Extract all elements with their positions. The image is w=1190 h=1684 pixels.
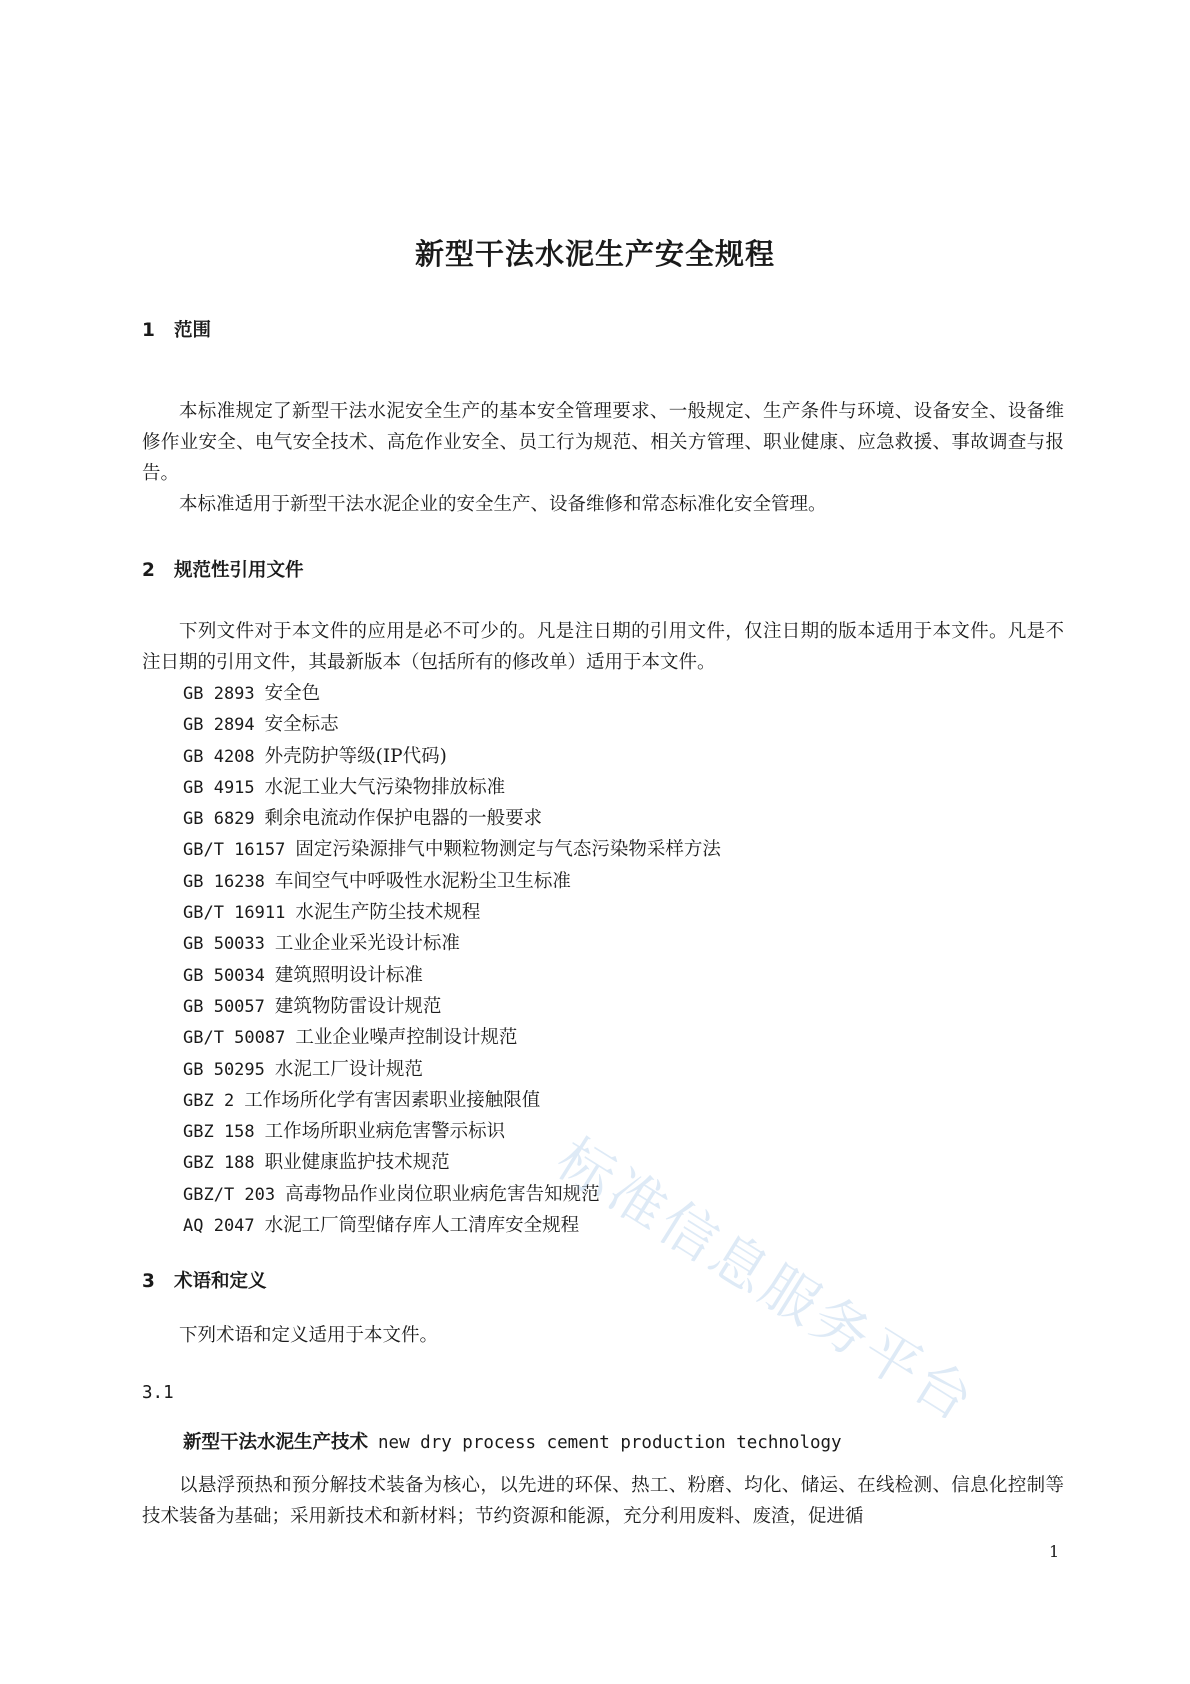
section-title: 规范性引用文件 — [174, 560, 304, 581]
reference-title: 工业企业采光设计标准 — [274, 933, 460, 955]
page-number: 1 — [1049, 1542, 1060, 1561]
section-number: 1 — [142, 320, 155, 341]
references-intro: 下列文件对于本文件的应用是必不可少的。凡是注日期的引用文件，仅注日期的版本适用于本文件。凡是不注日期的引用文件，其最新版本（包括所有的修改单）适用于本文件。 — [142, 621, 1064, 673]
reference-code: GBZ 158 — [183, 1122, 255, 1143]
reference-code: GB 50057 — [183, 996, 265, 1017]
reference-code: GB/T 16911 — [183, 903, 286, 924]
term-definition: 以悬浮预热和预分解技术装备为核心，以先进的环保、热工、粉磨、均化、储运、在线检测、信息化控制等技术装备为基础；采用新技术和新材料；节约资源和能源，充分利用废料、废渣，促进循 — [142, 1475, 1064, 1527]
reference-title: 水泥工厂筒型储存库人工清库安全规程 — [264, 1215, 580, 1237]
reference-item — [183, 803, 721, 834]
reference-item — [183, 1179, 721, 1210]
reference-code: GB 50295 — [183, 1059, 265, 1080]
reference-item — [183, 678, 721, 709]
reference-item — [183, 897, 721, 928]
term-number: 3.1 — [142, 1383, 174, 1403]
section-heading-scope — [142, 316, 211, 342]
reference-title: 安全标志 — [264, 714, 339, 736]
reference-code: GB 4208 — [183, 746, 255, 767]
terms-intro: 下列术语和定义适用于本文件。 — [179, 1325, 439, 1346]
reference-item — [183, 834, 721, 865]
reference-code: GB/T 16157 — [183, 840, 286, 861]
reference-code: GBZ 2 — [183, 1090, 235, 1111]
reference-code: GB 50034 — [183, 965, 265, 986]
reference-item — [183, 1054, 721, 1085]
reference-code: GB 6829 — [183, 809, 255, 830]
reference-title: 职业健康监护技术规范 — [264, 1152, 450, 1174]
term-heading — [183, 1428, 842, 1454]
reference-item — [183, 1147, 721, 1178]
reference-item — [183, 1085, 721, 1116]
reference-title: 工作场所职业病危害警示标识 — [264, 1121, 506, 1143]
reference-title: 水泥生产防尘技术规程 — [295, 902, 481, 924]
reference-code: GB/T 50087 — [183, 1028, 286, 1049]
reference-item — [183, 1022, 721, 1053]
reference-title: 车间空气中呼吸性水泥粉尘卫生标准 — [274, 870, 571, 892]
reference-list — [183, 678, 721, 1241]
reference-title: 安全色 — [264, 683, 321, 704]
section-number: 3 — [142, 1271, 155, 1292]
reference-code: GB 2894 — [183, 715, 255, 736]
reference-title: 固定污染源排气中颗粒物测定与气态污染物采样方法 — [295, 839, 721, 861]
reference-code: GB 2893 — [183, 684, 255, 704]
section-title: 术语和定义 — [174, 1271, 267, 1292]
reference-item — [183, 991, 721, 1022]
reference-title: 建筑照明设计标准 — [274, 964, 423, 986]
section-heading-normative-references — [142, 556, 304, 582]
scope-paragraph-1: 本标准规定了新型干法水泥安全生产的基本安全管理要求、一般规定、生产条件与环境、设备安全、设备维修作业安全、电气安全技术、高危作业安全、员工行为规范、相关方管理、职业健康、应急救援、事故调查与报告。 — [142, 401, 1064, 484]
scope-paragraph-2: 本标准适用于新型干法水泥企业的安全生产、设备维修和常态标准化安全管理。 — [179, 494, 827, 515]
section-title: 范围 — [174, 320, 212, 341]
document-title: 新型干法水泥生产安全规程 — [414, 237, 775, 271]
reference-title: 高毒物品作业岗位职业病危害告知规范 — [285, 1183, 600, 1205]
reference-item — [183, 709, 721, 740]
term-en: new dry process cement production technology — [378, 1433, 842, 1453]
reference-code: GB 50033 — [183, 934, 265, 955]
reference-title: 水泥工厂设计规范 — [274, 1058, 423, 1080]
watermark: 标准信息服务平台 — [545, 1126, 987, 1436]
section-number: 2 — [142, 560, 155, 581]
reference-item — [183, 866, 721, 897]
reference-item — [183, 1116, 721, 1147]
reference-code: GB 4915 — [183, 777, 255, 798]
reference-item — [183, 741, 721, 772]
reference-item — [183, 772, 721, 803]
reference-title: 建筑物防雷设计规范 — [274, 995, 442, 1017]
reference-code: GBZ 188 — [183, 1153, 255, 1174]
reference-item — [183, 960, 721, 991]
term-zh: 新型干法水泥生产技术 — [183, 1432, 369, 1453]
reference-code: GB 16238 — [183, 871, 265, 892]
reference-title: 工业企业噪声控制设计规范 — [295, 1027, 518, 1049]
section-heading-terms — [142, 1267, 267, 1293]
reference-title: 水泥工业大气污染物排放标准 — [264, 776, 506, 798]
reference-code: GBZ/T 203 — [183, 1184, 276, 1205]
reference-title: 工作场所化学有害因素职业接触限值 — [244, 1089, 541, 1111]
reference-item — [183, 1210, 721, 1241]
reference-item — [183, 928, 721, 959]
reference-title: 外壳防护等级(IP代码) — [264, 745, 447, 767]
reference-title: 剩余电流动作保护电器的一般要求 — [264, 808, 543, 830]
reference-code: AQ 2047 — [183, 1216, 255, 1237]
